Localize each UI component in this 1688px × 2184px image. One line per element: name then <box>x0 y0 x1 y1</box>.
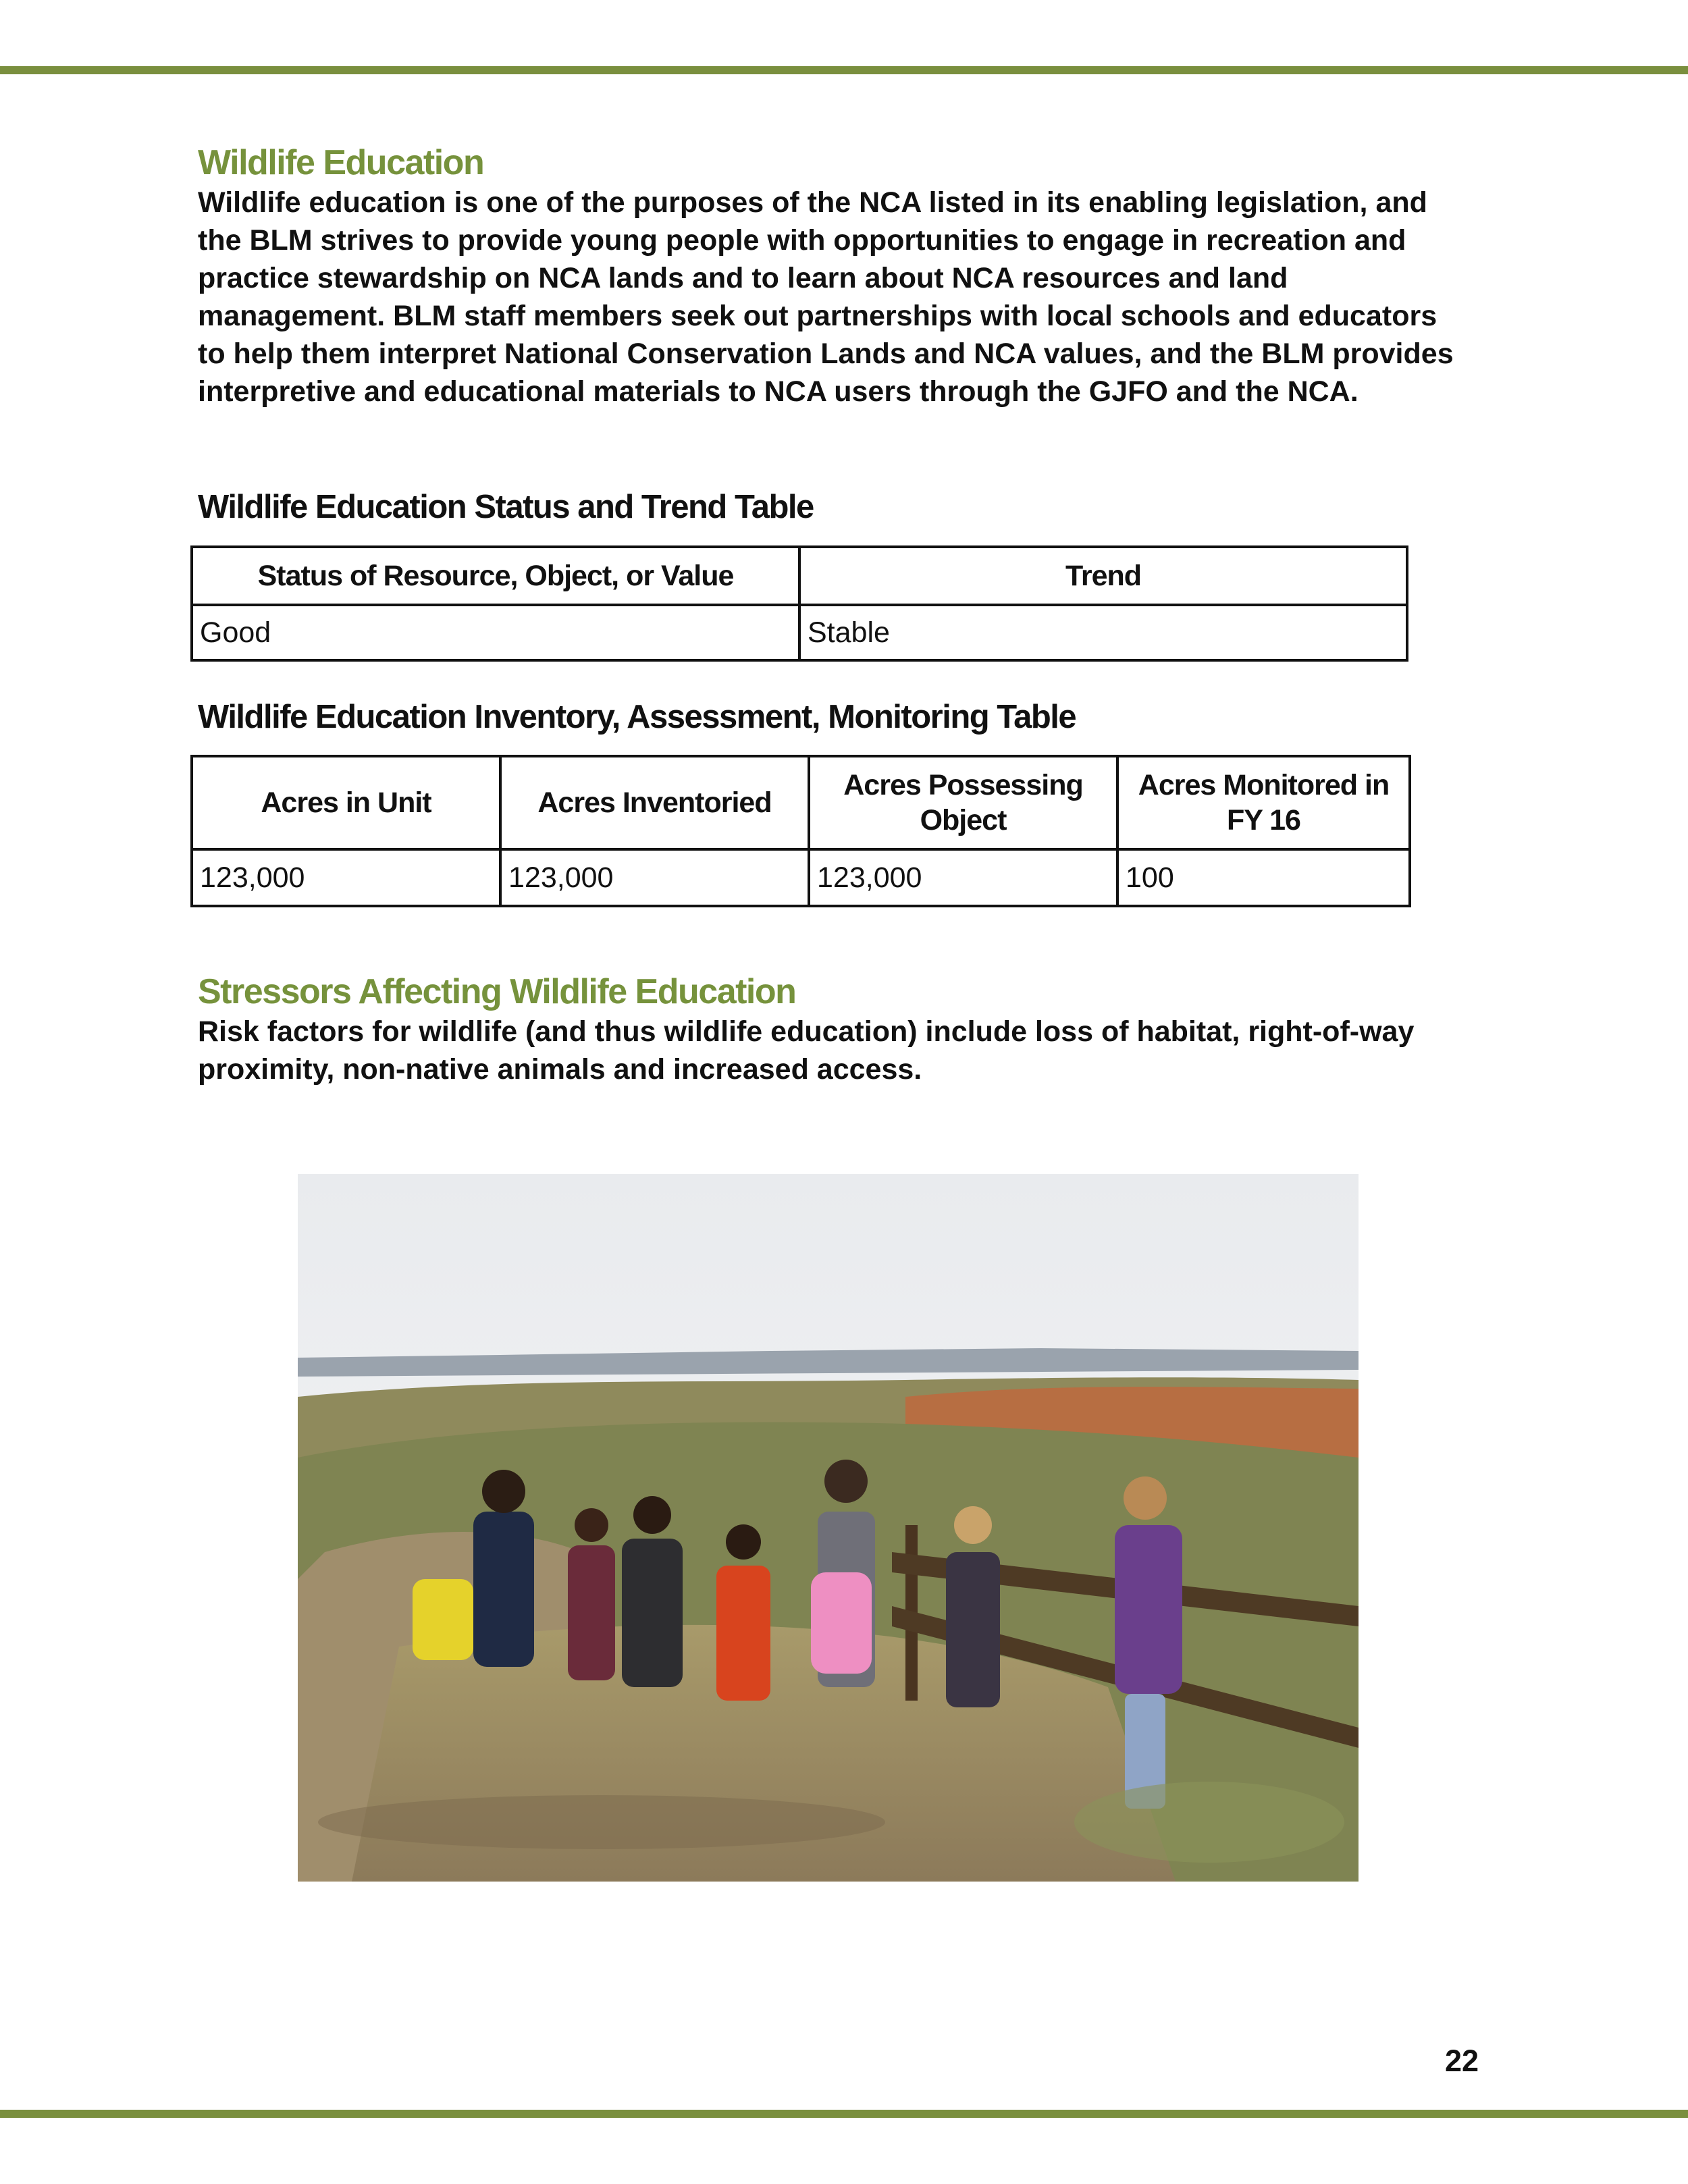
status-table-title-wrap <box>198 487 1501 527</box>
trend-cell: Stable <box>799 605 1407 660</box>
wildlife-education-line-2: the BLM strives to provide young people with opportunities to engage in recreation and <box>198 224 1406 257</box>
section-heading-stressors: Stressors Affecting Wildlife Education <box>198 972 796 1011</box>
inventory-table-header-row <box>192 756 1410 849</box>
inventory-table-title: Wildlife Education Inventory, Assessment, Monitoring Table <box>198 699 1076 735</box>
stressors-line-2: proximity, non-native animals and increased access. <box>198 1053 922 1086</box>
wildlife-education-section <box>198 142 1501 410</box>
stressors-line-1: Risk factors for wildlife (and thus wildlife education) include loss of habitat, right-of-way <box>198 1015 1415 1048</box>
status-cell: Good <box>192 605 799 660</box>
wildlife-education-line-6: interpretive and educational materials to NCA users through the GJFO and the NCA. <box>198 375 1359 408</box>
status-table-header-row <box>192 547 1407 605</box>
status-trend-table <box>190 545 1408 662</box>
acres-possessing-object-header: Acres Possessing Object <box>809 756 1117 849</box>
table-row <box>192 849 1410 906</box>
section-heading-wildlife-education: Wildlife Education <box>198 143 484 182</box>
acres-in-unit-cell: 123,000 <box>192 849 500 906</box>
wildlife-education-line-4: management. BLM staff members seek out partnerships with local schools and educators <box>198 300 1438 332</box>
top-rule <box>0 66 1688 74</box>
acres-inventoried-header: Acres Inventoried <box>500 756 809 849</box>
wildlife-education-line-1: Wildlife education is one of the purposes of the NCA listed in its enabling legislation, and <box>198 186 1427 219</box>
page-number: 22 <box>1445 2044 1479 2078</box>
inventory-table-title-wrap <box>198 697 1501 737</box>
stressors-section <box>198 971 1501 1088</box>
table-row <box>192 605 1407 660</box>
status-table-title: Wildlife Education Status and Trend Table <box>198 489 814 525</box>
status-table-header: Status of Resource, Object, or Value <box>192 547 799 605</box>
acres-monitored-cell: 100 <box>1117 849 1410 906</box>
photo-illustration <box>298 1174 1359 1882</box>
wildlife-education-line-5: to help them interpret National Conservation Lands and NCA values, and the BLM provides <box>198 338 1454 370</box>
trend-table-header: Trend <box>799 547 1407 605</box>
inventory-assessment-table <box>190 755 1411 907</box>
acres-monitored-header: Acres Monitored in FY 16 <box>1117 756 1410 849</box>
wildlife-education-line-3: practice stewardship on NCA lands and to learn about NCA resources and land <box>198 262 1288 294</box>
acres-in-unit-header: Acres in Unit <box>192 756 500 849</box>
bottom-rule <box>0 2110 1688 2118</box>
acres-possessing-object-cell: 123,000 <box>809 849 1117 906</box>
acres-inventoried-cell: 123,000 <box>500 849 809 906</box>
photo-children-wildlife-education <box>298 1174 1359 1882</box>
